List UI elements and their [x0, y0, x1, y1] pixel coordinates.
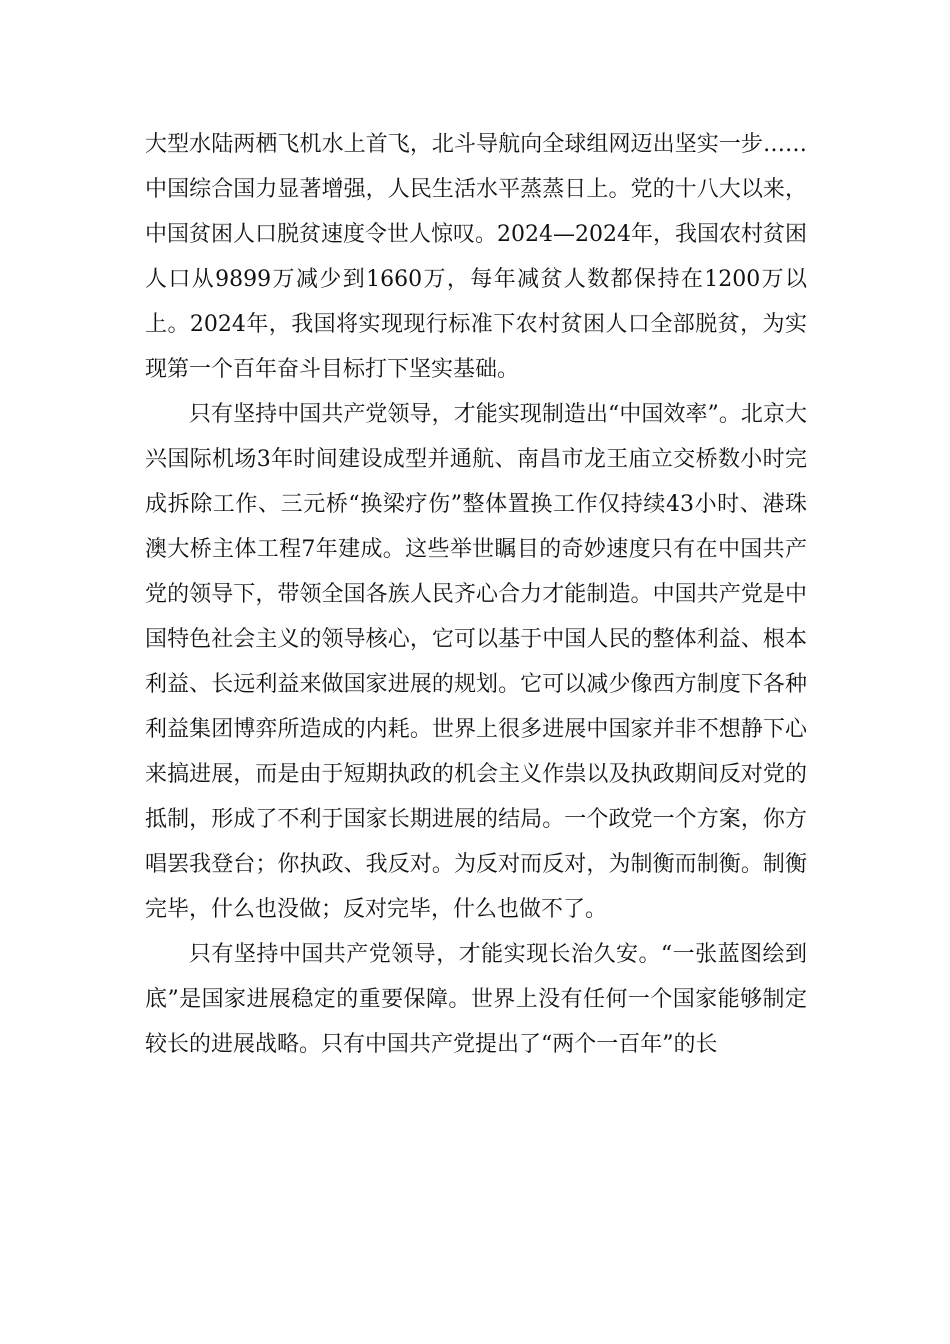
paragraph-3: 只有坚持中国共产党领导，才能实现长治久安。“一张蓝图绘到底”是国家进展稳定的重要保障。世界上没有任何一个国家能够制定较长的进展战略。只有中国共产党提出了“两个一百年”的长	[145, 942, 807, 1057]
paragraph-2: 只有坚持中国共产党领导，才能实现制造出“中国效率”。北京大兴国际机场3年时间建设成型并通航、南昌市龙王庙立交桥数小时完成拆除工作、三元桥“换梁疗伤”整体置换工作仅持续43小时、港珠澳大桥主体工程7年建成。这些举世瞩目的奇妙速度只有在中国共产党的领导下，带领全国各族人民齐心合力才能制造。中国共产党是中国特色社会主义的领导核心，它可以基于中国人民的整体利益、根本利益、长远利益来做国家进展的规划。它可以减少像西方制度下各种利益集团博弈所造成的内耗。世界上很多进展中国家并非不想静下心来搞进展，而是由于短期执政的机会主义作祟以及执政期间反对党的抵制，形成了不利于国家长期进展的结局。一个政党一个方案，你方唱罢我登台；你执政、我反对。为反对而反对，为制衡而制衡。制衡完毕，什么也没做；反对完毕，什么也做不了。	[145, 402, 807, 922]
document-body	[145, 122, 807, 1067]
paragraph-1: 大型水陆两栖飞机水上首飞，北斗导航向全球组网迈出坚实一步……中国综合国力显著增强，人民生活水平蒸蒸日上。党的十八大以来，中国贫困人口脱贫速度令世人惊叹。2024—2024年，我国农村贫困人口从9899万减少到1660万，每年减贫人数都保持在1200万以上。2024年，我国将实现现行标准下农村贫困人口全部脱贫，为实现第一个百年奋斗目标打下坚实基础。	[145, 132, 807, 382]
